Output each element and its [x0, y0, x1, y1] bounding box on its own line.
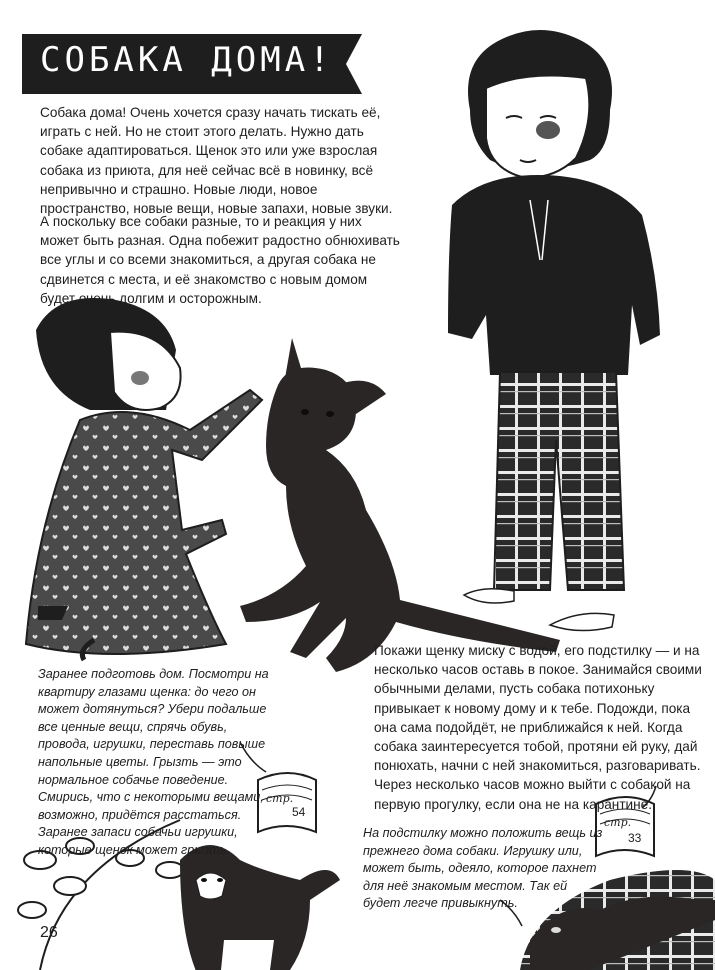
boy-illustration — [448, 30, 660, 631]
girl-illustration — [26, 298, 262, 660]
bedding-note: На подстилку можно положить вещь из прежнего дома собаки. Игрушку или, может быть, одеяло, которое пахнет для неё знакомым местом. Так ей будет легче привыкнуть. — [363, 826, 603, 911]
book-ref-page: 33 — [628, 831, 642, 845]
book-ref-label: стр. — [604, 816, 632, 829]
small-dog-illustration — [180, 845, 340, 970]
first-hours-paragraph: Покажи щенку миску с водой, его подстилку — и на несколько часов оставь в покое. Занимайся своими обычными делами, пусть собака потихоньку привыкает к новому дому и к тебе. Подожди, пока она сама подойдёт, не приближайся к ней. Когда собака заинтересуется тобой, протяни ей руку, дай понюхать, начни с ней знакомиться, разговаривать. Через несколько часов можно выйти с собакой на первую прогулку, если она не на карантине. — [374, 643, 702, 812]
reaction-paragraph: А поскольку все собаки разные, то и реакция у них может быть разная. Одна побежит радостно обнюхивать все углы и со всеми знакомиться, а другая собака не сдвинется с места, и её знакомство с новым домом будет очень долгим и осторожным. — [40, 214, 400, 306]
book-ref-page: 54 — [292, 805, 306, 819]
intro-paragraph: Собака дома! Очень хочется сразу начать тискать её, играть с ней. Но не стоит этого делать. Нужно дать собаке адаптироваться. Щенок это или уже взрослая собака из приюта, для неё сейчас всё в новинку, всё непривычно и страшно. Новые люди, новое пространство, новые вещи, новые запахи, новые звуки. — [40, 105, 393, 217]
page-number: 26 — [40, 924, 58, 941]
prepare-home-note: Заранее подготовь дом. Посмотри на квартиру глазами щенка: до чего он может дотянуться? Убери подальше все ценные вещи, спрячь обувь, провода, игрушки, переставь повыше напольные цветы. Грызть — это нормальное собачье поведение. Смирись, что с некоторыми вещами, возможно, придётся расстаться. Заранее запаси собачьи игрушки, которые щенок может грызть. — [38, 667, 269, 857]
book-ref-label: стр. — [266, 792, 294, 805]
page-title: СОБАКА ДОМА! — [40, 40, 334, 80]
